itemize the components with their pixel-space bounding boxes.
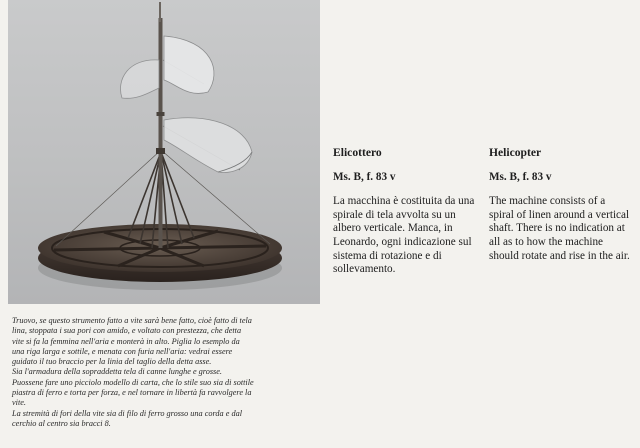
italian-reference: Ms. B, f. 83 v (333, 170, 396, 183)
quote-line: vite si fa la femmina nell'aria e monterà in alto. Piglia lo esemplo da (12, 336, 240, 346)
english-title: Helicopter (489, 146, 542, 159)
quote-line: vite. (12, 398, 26, 408)
italian-title: Elicottero (333, 146, 382, 159)
quote-line: La stremità di fori della vite sia di filo di ferro grosso una corda e dal (12, 408, 243, 418)
leonardo-quote (12, 316, 324, 429)
quote-line: Sia l'armadura della sopraddetta tela di canne lunghe e grosse. (12, 367, 222, 377)
quote-line: Truovo, se questo strumento fatto a vite sarà bene fatto, cioè fatto di tela (12, 316, 252, 325)
helicopter-model-illustration (8, 0, 320, 304)
english-column (489, 146, 631, 263)
quote-line: guidato il tuo braccio per la linia del taglio della detta asse. (12, 357, 212, 367)
english-reference: Ms. B, f. 83 v (489, 170, 552, 183)
english-description: The machine consists of a spiral of linen around a vertical shaft. There is no indication at all as to how the machine should rotate and rise in the air. (489, 195, 630, 262)
helicopter-model-photo (8, 0, 320, 304)
quote-line: Puossene fare uno picciolo modello di carta, che lo stile suo sia di sottile (12, 377, 254, 387)
italian-column (333, 146, 483, 277)
quote-line: piastra di ferro e torta per forza, e nel tornare in libertà fa ravvolgere la (12, 388, 252, 398)
italian-description: La macchina è costituita da una spirale di tela avvolta su un albero verticale. Manca, in Leonardo, ogni indicazione sul sistema di rotazione e di sollevamento. (333, 195, 475, 276)
quote-line: una riga larga e sottile, e menata con furia nell'aria: vedrai essere (12, 346, 233, 356)
quote-line: lina, stoppata i sua pori con amido, e voltato con prestezza, che detta (12, 326, 242, 336)
quote-line: cerchio al centro sia bracci 8. (12, 418, 111, 428)
